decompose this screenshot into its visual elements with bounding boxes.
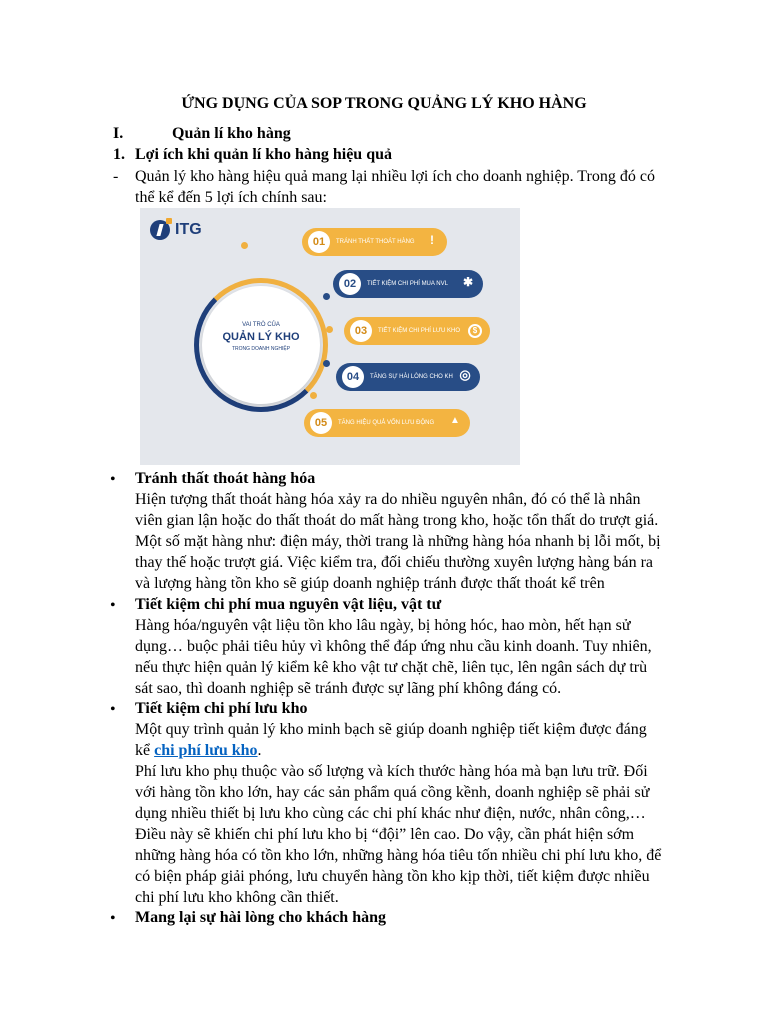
paragraph-line: Một quy trình quản lý kho minh bạch sẽ giúp doanh nghiệp tiết kiệm được đáng	[135, 721, 647, 738]
paragraph-line: Hiện tượng thất thoát hàng hóa xảy ra do nhiều nguyên nhân, đó có thể là nhân	[135, 491, 641, 508]
lightbulb-icon: !	[430, 233, 434, 247]
benefit-number: 04	[342, 366, 364, 388]
center-subtitle: TRONG DOANH NGHIỆP	[231, 346, 291, 352]
paragraph-line: Một số mặt hàng như: điện máy, thời trang là những hàng hóa nhanh bị lỗi mốt, bị	[135, 533, 661, 550]
paragraph-line: và lượng hàng tồn kho sẽ giúp doanh nghiệp tránh được thất thoát kể trên	[135, 575, 605, 592]
connector-dot	[326, 326, 333, 333]
subsection-number: 1.	[113, 146, 125, 163]
paragraph-line: dụng nhiều thiết bị lưu kho cùng các chi phí khác như điện, nước, nhân công,…	[135, 805, 646, 822]
paragraph-line: Hàng hóa/nguyên vật liệu tồn kho lâu ngày, bị hỏng hóc, hao mòn, hết hạn sử	[135, 617, 631, 634]
paragraph-line: Phí lưu kho phụ thuộc vào số lượng và kích thước hàng hóa mà bạn lưu trữ. Đối	[135, 763, 648, 780]
bullet-icon: •	[110, 597, 116, 614]
paragraph-line: những hàng hóa có tồn kho lớn, những hàng hóa tiêu tốn nhiều chi phí lưu kho, để	[135, 847, 662, 864]
bullet-icon: •	[110, 471, 116, 488]
intro-line: Quản lý kho hàng hiệu quả mang lại nhiều lợi ích cho doanh nghiệp. Trong đó có	[135, 168, 655, 185]
document-title: ỨNG DỤNG CỦA SOP TRONG QUẢNG LÝ KHO HÀNG	[181, 95, 587, 112]
dollar-icon: $	[468, 324, 482, 338]
intro-line: thể kể đến 5 lợi ích chính sau:	[135, 189, 327, 206]
paragraph-line: thay thế hoặc trượt giá. Việc kiểm tra, đối chiếu thường xuyên lượng hàng bán ra	[135, 554, 653, 571]
benefit-heading: Mang lại sự hài lòng cho khách hàng	[135, 909, 386, 926]
benefit-item-01	[302, 228, 447, 256]
itg-logo-text: ITG	[175, 221, 202, 238]
paragraph-line: có biện pháp giải phóng, lưu chuyển hàng tồn kho kịp thời, tiết kiệm được nhiều	[135, 868, 650, 885]
target-icon: ◎	[459, 367, 471, 382]
connector-dot	[310, 392, 317, 399]
storage-cost-link[interactable]: chi phí lưu kho	[154, 742, 258, 759]
warehouse-management-infographic	[140, 208, 520, 465]
link-prefix: kể	[135, 742, 155, 759]
gear-icon: ✱	[462, 275, 474, 289]
center-small-text: VAI TRÒ CỦA	[242, 322, 280, 328]
benefit-heading: Tiết kiệm chi phí mua nguyên vật liệu, vật tư	[135, 596, 442, 613]
link-suffix: .	[257, 742, 262, 759]
section-roman-numeral: I.	[113, 125, 124, 142]
benefit-item-02	[333, 270, 483, 298]
benefit-heading: Tiết kiệm chi phí lưu kho	[135, 700, 308, 717]
benefit-number: 02	[339, 273, 361, 295]
paragraph-line: sát sao, thì doanh nghiệp sẽ tránh được sự lãng phí không đáng có.	[135, 680, 562, 697]
benefit-number: 05	[310, 412, 332, 434]
benefit-label: TIẾT KIỆM CHI PHÍ MUA NVL	[367, 281, 448, 287]
benefit-item-04	[336, 363, 480, 391]
paragraph-line: nếu thực hiện quản lý kiểm kê kho vật tư chặt chẽ, liên tục, lên ngân sách dự trù	[135, 659, 648, 676]
benefit-heading: Tránh thất thoát hàng hóa	[135, 470, 316, 487]
dash-marker: -	[113, 168, 119, 185]
benefit-label: TĂNG SỰ HÀI LÒNG CHO KH	[370, 374, 453, 380]
itg-logo	[150, 220, 202, 240]
benefit-label: TĂNG HIỆU QUẢ VỐN LƯU ĐỘNG	[338, 420, 435, 426]
itg-logo-icon	[150, 220, 170, 240]
paragraph-line-with-link	[135, 740, 262, 761]
paragraph-line: viên gian lận hoặc do thất thoát do mất hàng trong kho, hoặc tổn thất do trượt giá.	[135, 512, 659, 529]
paragraph-line: dụng… buộc phải tiêu hủy vì không thể đáp ứng nhu cầu kinh doanh. Tuy nhiên,	[135, 638, 652, 655]
subsection-heading: Lợi ích khi quản lí kho hàng hiệu quả	[135, 146, 392, 163]
benefit-label: TIẾT KIỆM CHI PHÍ LƯU KHO	[378, 328, 461, 334]
paragraph-line: với hàng tồn kho lớn, hay các sản phẩm quá cồng kềnh, doanh nghiệp sẽ phải sử	[135, 784, 650, 801]
connector-dot	[323, 360, 330, 367]
paragraph-line: chi phí lưu kho không cần thiết.	[135, 889, 339, 906]
connector-dot	[323, 293, 330, 300]
center-title: QUẢN LÝ KHO	[222, 331, 300, 343]
benefit-item-05	[304, 409, 470, 437]
bullet-icon: •	[110, 910, 116, 927]
paragraph-line: Điều này sẽ khiến chi phí lưu kho bị “đội” lên cao. Do vậy, cần phát hiện sớm	[135, 826, 635, 843]
connector-dot	[241, 242, 248, 249]
bullet-icon: •	[110, 701, 116, 718]
section-heading: Quản lí kho hàng	[172, 125, 291, 142]
benefit-number: 03	[350, 320, 372, 342]
benefit-label: TRÁNH THẤT THOÁT HÀNG	[336, 239, 415, 245]
chart-icon: ▲	[450, 415, 460, 426]
center-circle	[202, 286, 320, 404]
benefit-item-03	[344, 317, 490, 345]
benefit-number: 01	[308, 231, 330, 253]
